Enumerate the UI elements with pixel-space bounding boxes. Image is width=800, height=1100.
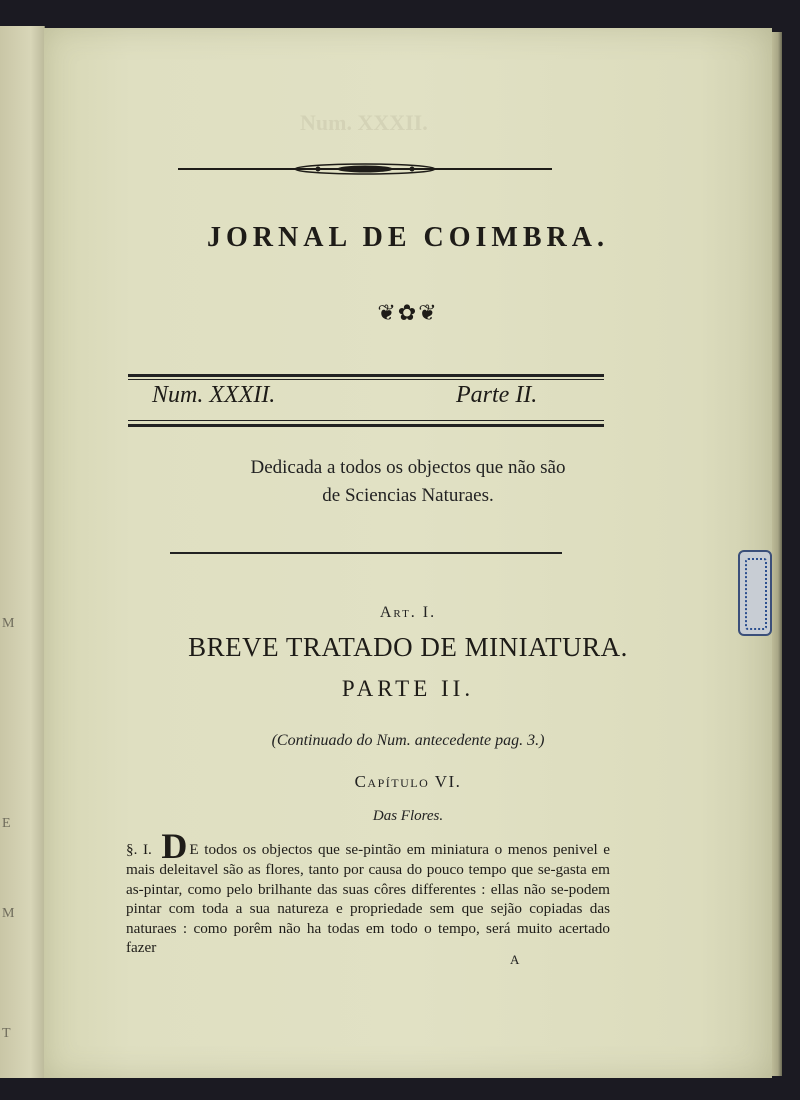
dedication-line-1: Dedicada a todos os objectos que não são [250,457,566,478]
section-mark: §. I. [126,841,152,858]
bleed-through-text: Num. XXXII. [300,110,428,135]
ornamental-rule [178,162,552,176]
rule-bottom-thin [128,420,604,421]
continuation-note: (Continuado do Num. antecedente pag. 3.) [271,732,545,749]
fleuron-ornament-icon: ❦✿❦ [377,300,439,325]
issue-number: Num. XXXII. [152,382,276,408]
article-part: PARTE II. [341,676,475,701]
journal-title: JORNAL DE COIMBRA. [207,222,609,253]
drop-cap: D [161,826,188,866]
dedication [44,454,772,510]
catchword: A [510,952,520,967]
previous-page-edge: M E M T [0,26,45,1078]
article-label: Art. I. [379,604,437,621]
rule-bottom-thick [128,424,604,427]
rule-top-thick [128,374,604,377]
page-edge [772,32,782,1076]
rule-top-thin [128,379,604,380]
dedication-line-2: de Sciencias Naturaes. [322,485,494,506]
body-paragraph [126,826,611,958]
article-title: BREVE TRATADO DE MINIATURA. [188,632,628,662]
chapter-subheading: Das Flores. [372,808,444,824]
issue-part: Parte II. [456,382,538,408]
section-divider [170,552,562,554]
bookmark-tab [738,550,772,636]
paragraph-text: E todos os objectos que se-pintão em miniatura o menos penivel e mais deleitavel são as flores, tanto por causa do pouco tempo que se-gasta em as-pintar, como pelo brilhante das suas côres differentes : ellas não se-podem pintar com toda a sua natureza e propriedade sem que sejão copiadas das naturaes : como porêm não ha todas em todo o tempo, será muito acertado fazer [126,841,611,956]
chapter-heading: Capítulo VI. [354,772,462,791]
